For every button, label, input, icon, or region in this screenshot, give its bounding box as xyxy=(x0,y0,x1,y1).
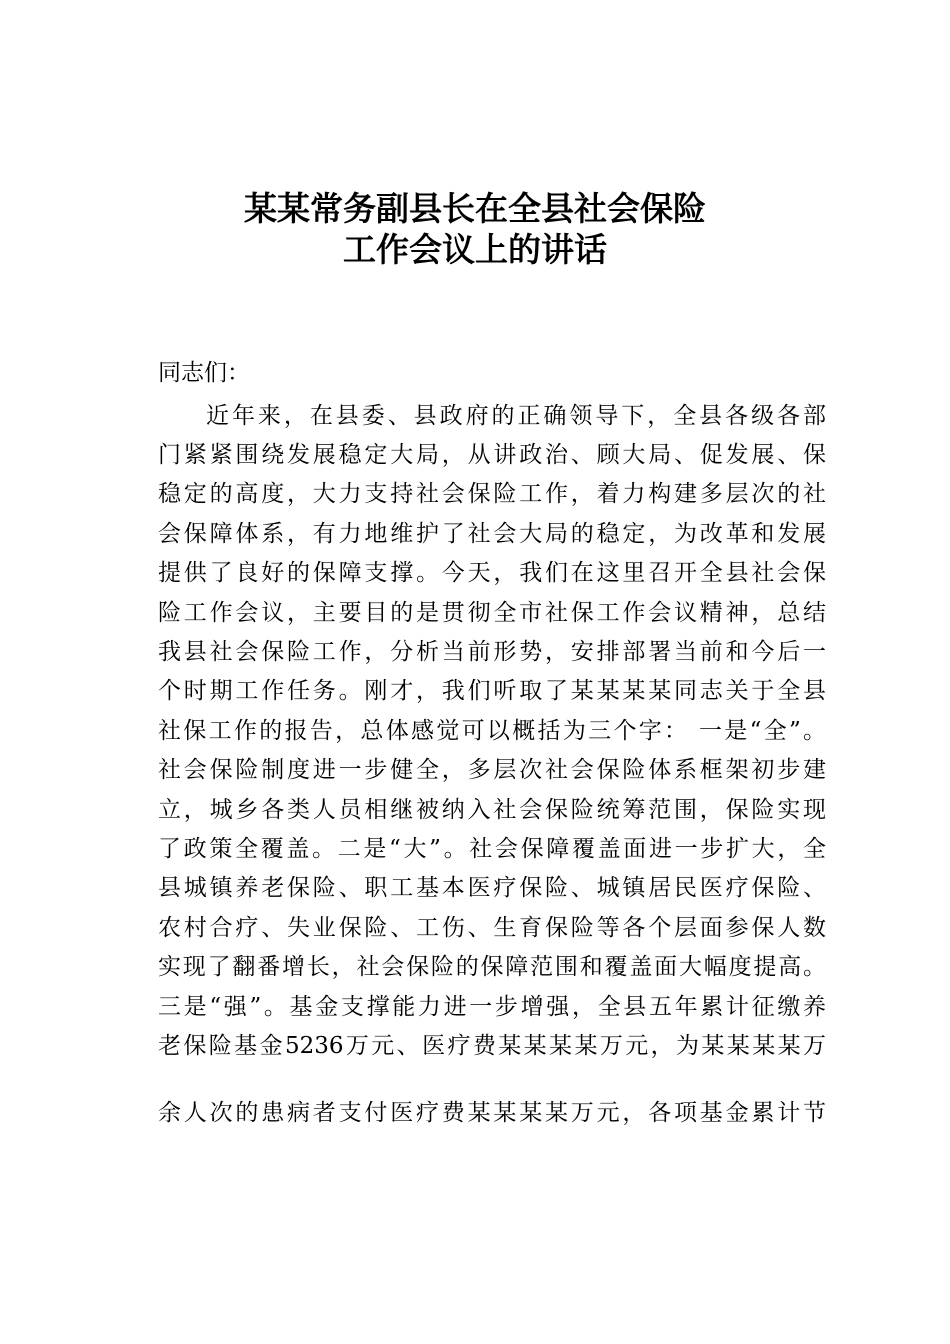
body-line: 了政策全覆盖。二是“大”。社会保障覆盖面进一步扩大，全 xyxy=(158,836,826,862)
body-line: 县城镇养老保险、职工基本医疗保险、城镇居民医疗保险、 xyxy=(158,875,826,901)
body-line: 实现了翻番增长，社会保险的保障范围和覆盖面大幅度提高。 xyxy=(158,954,826,980)
body-line: 我县社会保险工作，分析当前形势，安排部署当前和今后一 xyxy=(158,639,826,665)
body-line: 个时期工作任务。刚才，我们听取了某某某某同志关于全县 xyxy=(158,678,826,704)
body-line: 提供了良好的保障支撑。今天，我们在这里召开全县社会保 xyxy=(158,560,826,586)
body-line: 门紧紧围绕发展稳定大局，从讲政治、顾大局、促发展、保 xyxy=(158,442,826,468)
body-line: 三是“强”。基金支撑能力进一步增强，全县五年累计征缴养 xyxy=(158,994,826,1020)
document-title-line-1: 某某常务副县长在全县社会保险 xyxy=(244,189,706,228)
salutation: 同志们： xyxy=(158,360,250,386)
body-line: 老保险基金5236万元、医疗费某某某某万元，为某某某某万 xyxy=(158,1033,826,1059)
body-line: 稳定的高度，大力支持社会保险工作，着力构建多层次的社 xyxy=(158,481,826,507)
body-line: 社会保险制度进一步健全，多层次社会保险体系框架初步建 xyxy=(158,757,826,783)
body-line: 社保工作的报告，总体感觉可以概括为三个字： 一是“全”。 xyxy=(158,718,826,744)
body-line: 险工作会议，主要目的是贯彻全市社保工作会议精神，总结 xyxy=(158,600,826,626)
body-line: 立，城乡各类人员相继被纳入社会保险统筹范围，保险实现 xyxy=(158,797,826,823)
body-line: 近年来，在县委、县政府的正确领导下，全县各级各部 xyxy=(206,403,826,429)
document-title-line-2: 工作会议上的讲话 xyxy=(343,230,607,269)
body-line: 农村合疗、失业保险、工伤、生育保险等各个层面参保人数 xyxy=(158,915,826,941)
body-line: 余人次的患病者支付医疗费某某某某万元，各项基金累计节 xyxy=(158,1100,826,1126)
body-line: 会保障体系，有力地维护了社会大局的稳定，为改革和发展 xyxy=(158,521,826,547)
